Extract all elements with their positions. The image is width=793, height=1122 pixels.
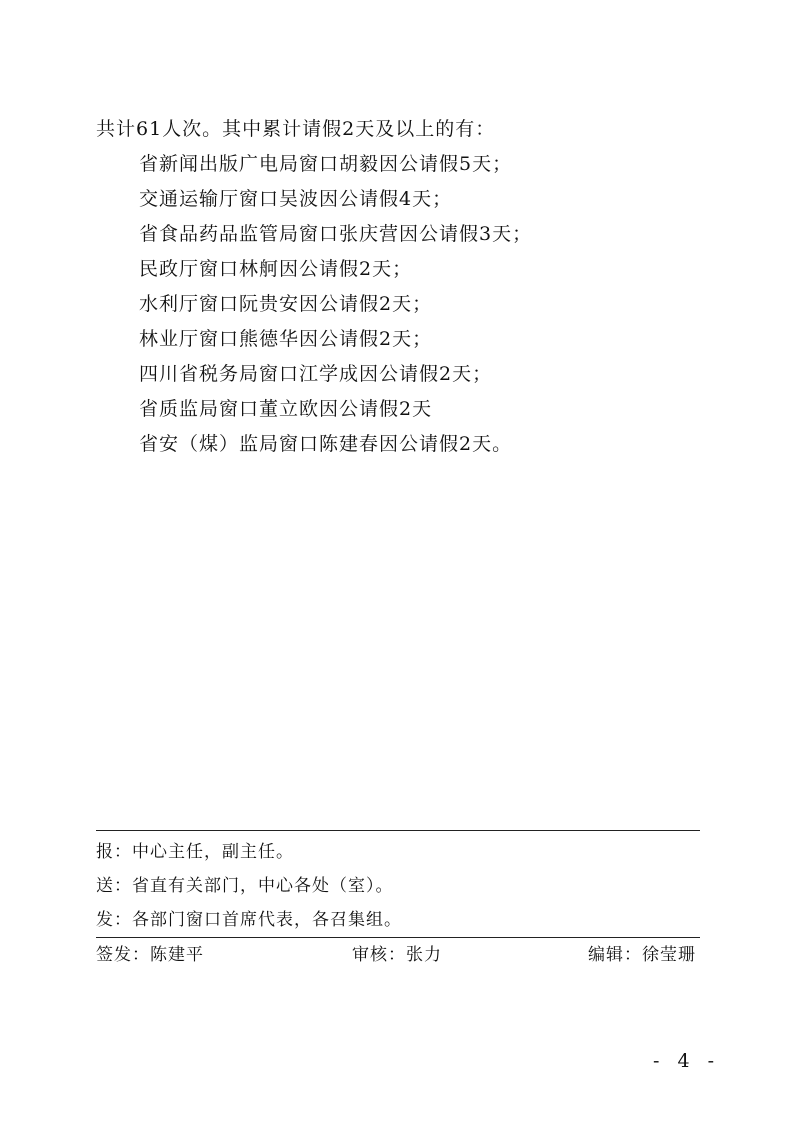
signoff-row bbox=[96, 938, 700, 972]
list-item: 四川省税务局窗口江学成因公请假2天； bbox=[139, 363, 493, 385]
list-item: 省新闻出版广电局窗口胡毅因公请假5天； bbox=[139, 153, 513, 175]
signer-text: 签发：陈建平 bbox=[96, 945, 204, 965]
reviewer-text: 审核：张力 bbox=[352, 945, 442, 965]
list-item: 省食品药品监管局窗口张庆营因公请假3天； bbox=[139, 223, 533, 245]
list-item: 交通运输厅窗口吴波因公请假4天； bbox=[139, 188, 453, 210]
list-item: 水利厅窗口阮贵安因公请假2天； bbox=[139, 293, 433, 315]
intro-line: 共计61人次。其中累计请假2天及以上的有： bbox=[96, 118, 496, 140]
list-item: 省质监局窗口董立欧因公请假2天 bbox=[139, 398, 433, 420]
document-body bbox=[96, 112, 706, 462]
list-item: 民政厅窗口林舸因公请假2天； bbox=[139, 258, 413, 280]
list-item: 省安（煤）监局窗口陈建春因公请假2天。 bbox=[139, 433, 513, 455]
editor-text: 编辑：徐莹珊 bbox=[588, 945, 696, 965]
issue-line: 发：各部门窗口首席代表，各召集组。 bbox=[96, 910, 402, 930]
page-number: - 4 - bbox=[652, 1050, 720, 1072]
send-line: 送：省直有关部门，中心各处（室）。 bbox=[96, 876, 394, 896]
report-line: 报：中心主任，副主任。 bbox=[96, 842, 294, 862]
list-item: 林业厅窗口熊德华因公请假2天； bbox=[139, 328, 433, 350]
distribution-block bbox=[96, 830, 700, 972]
